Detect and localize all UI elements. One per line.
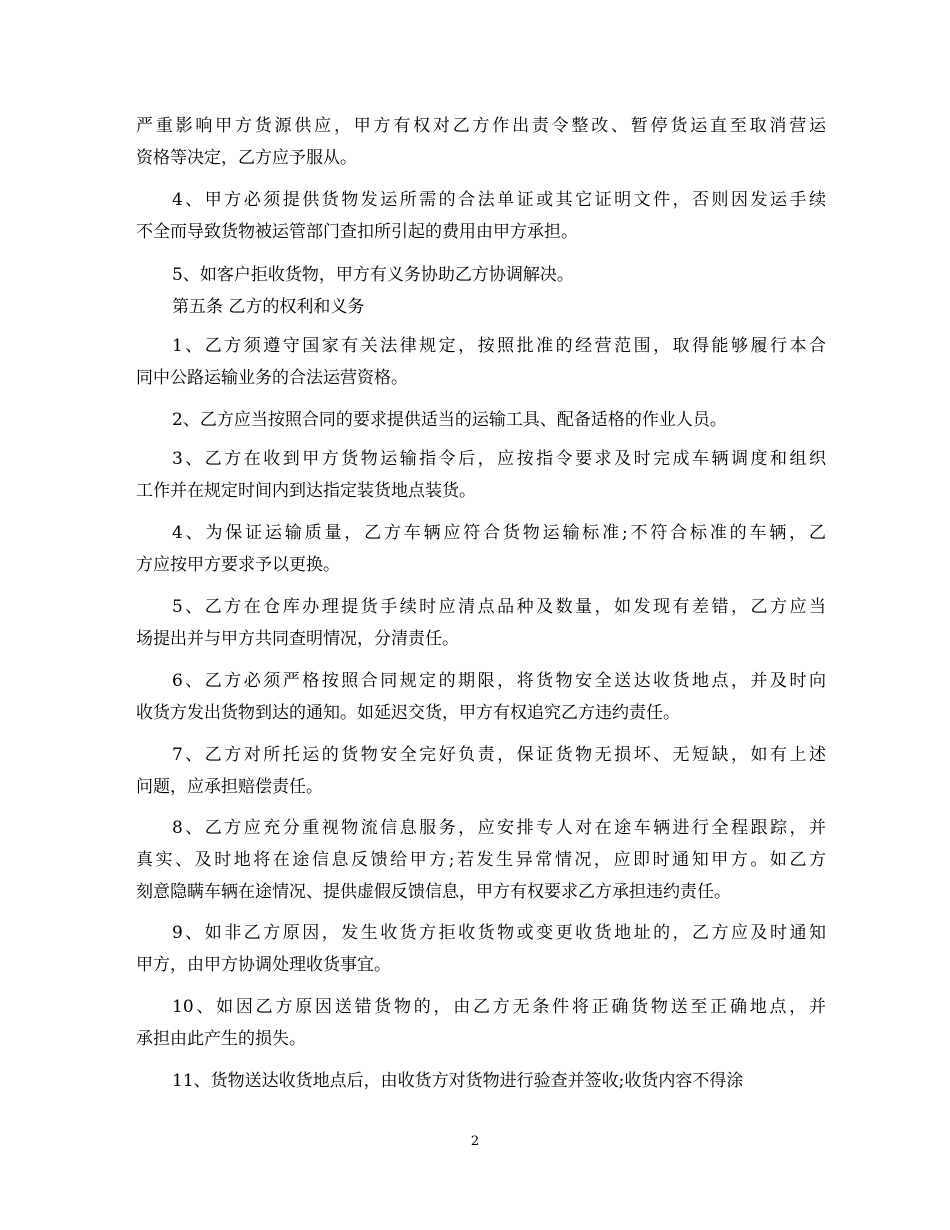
paragraph xyxy=(136,917,826,981)
paragraph-line: 4、甲方必须提供货物发运所需的合法单证或其它证明文件，否则因发运手续 xyxy=(172,190,826,210)
paragraph-line: 11、货物送达收货地点后，由收货方对货物进行验查并签收;收货内容不得涂 xyxy=(172,1071,744,1091)
paragraph-line: 9、如非乙方原因，发生收货方拒收货物或变更收货地址的，乙方应及时通知 xyxy=(172,923,826,943)
paragraph-line: 7、乙方对所托运的货物安全完好负责，保证货物无损坏、无短缺，如有上述 xyxy=(172,745,826,765)
paragraph xyxy=(136,991,826,1055)
paragraph-line: 资格等决定，乙方应予服从。 xyxy=(136,148,357,168)
paragraph xyxy=(136,259,826,291)
paragraph-line: 甲方，由甲方协调处理收货事宜。 xyxy=(136,955,391,975)
paragraph xyxy=(136,591,826,655)
paragraph-line: 6、乙方必须严格按照合同规定的期限，将货物安全送达收货地点，并及时向 xyxy=(172,671,826,691)
paragraph-line: 5、乙方在仓库办理提货手续时应清点品种及数量，如发现有差错，乙方应当 xyxy=(172,597,826,617)
paragraph-line: 承担由此产生的损失。 xyxy=(136,1029,306,1049)
paragraph-line: 2、乙方应当按照合同的要求提供适当的运输工具、配备适格的作业人员。 xyxy=(172,410,727,430)
paragraph-line: 不全而导致货物被运管部门查扣所引起的费用由甲方承担。 xyxy=(136,222,578,242)
paragraph-line: 8、乙方应充分重视物流信息服务，应安排专人对在途车辆进行全程跟踪，并 xyxy=(172,818,826,838)
paragraph-line: 收货方发出货物到达的通知。如延迟交货，甲方有权追究乙方违约责任。 xyxy=(136,703,680,723)
paragraph xyxy=(136,110,826,174)
paragraph-line: 刻意隐瞒车辆在途情况、提供虚假反馈信息，甲方有权要求乙方承担违约责任。 xyxy=(136,882,731,902)
paragraph-line: 场提出并与甲方共同查明情况，分清责任。 xyxy=(136,629,459,649)
paragraph-line: 1、乙方须遵守国家有关法律规定，按照批准的经营范围，取得能够履行本合 xyxy=(172,336,826,356)
paragraph-line: 10、如因乙方原因送错货物的，由乙方无条件将正确货物送至正确地点，并 xyxy=(172,997,826,1017)
paragraph xyxy=(136,517,826,581)
paragraph-line: 第五条 乙方的权利和义务 xyxy=(172,297,365,317)
paragraph-line: 3、乙方在收到甲方货物运输指令后，应按指令要求及时完成车辆调度和组织 xyxy=(172,449,826,469)
paragraph xyxy=(136,1065,826,1097)
paragraph xyxy=(136,739,826,803)
paragraph-line: 工作并在规定时间内到达指定装货地点装货。 xyxy=(136,481,476,501)
paragraph-line: 真实、及时地将在途信息反馈给甲方;若发生异常情况，应即时通知甲方。如乙方 xyxy=(136,850,826,870)
paragraph xyxy=(136,812,826,908)
paragraph-line: 同中公路运输业务的合法运营资格。 xyxy=(136,368,408,388)
paragraph xyxy=(136,665,826,729)
paragraph xyxy=(136,330,826,394)
paragraph xyxy=(136,443,826,507)
page-number: 2 xyxy=(470,1134,480,1149)
paragraph-line: 严重影响甲方货源供应，甲方有权对乙方作出责令整改、暂停货运直至取消营运 xyxy=(136,116,826,136)
paragraph xyxy=(136,404,826,436)
paragraph-line: 4、为保证运输质量，乙方车辆应符合货物运输标准;不符合标准的车辆，乙 xyxy=(172,523,826,543)
paragraph-line: 5、如客户拒收货物，甲方有义务协助乙方协调解决。 xyxy=(172,265,574,285)
paragraph-line: 问题，应承担赔偿责任。 xyxy=(136,777,323,797)
paragraph xyxy=(136,184,826,248)
paragraph xyxy=(136,291,826,323)
paragraph-line: 方应按甲方要求予以更换。 xyxy=(136,555,340,575)
